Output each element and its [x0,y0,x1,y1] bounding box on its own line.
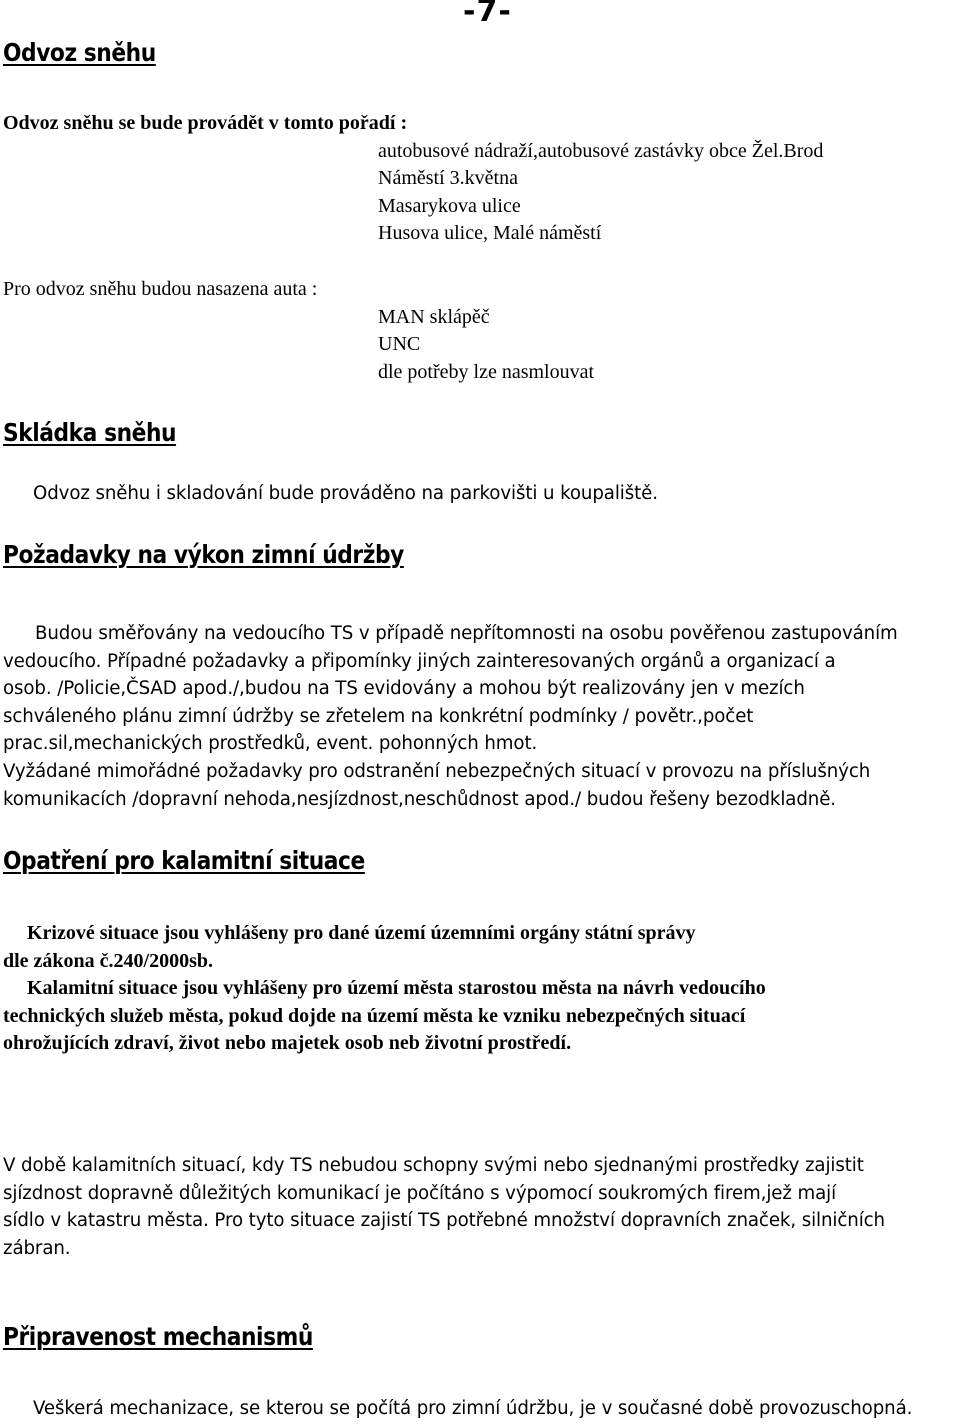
order-item: Náměstí 3.května [378,167,518,189]
paragraph-line: Krizové situace jsou vyhlášeny pro dané území územními orgány státní správy [27,922,696,944]
paragraph-line: V době kalamitních situací, kdy TS nebudou schopny svými nebo sjednanými prostředky zajistit [3,1155,864,1176]
heading-opatreni: Opatření pro kalamitní situace [3,846,365,875]
paragraph-line: prac.sil,mechanických prostředků, event. pohonných hmot. [3,733,538,755]
vehicles-label: Pro odvoz sněhu budou nasazena auta : [3,278,318,300]
paragraph-line: dle zákona č.240/2000sb. [3,949,214,972]
paragraph-line: sídlo v katastru města. Pro tyto situace zajistí TS potřebné množství dopravních značek, silničních [3,1210,885,1232]
paragraph-line: sjízdnost dopravně důležitých komunikací je počítáno s výpomocí soukromých firem,jež mají [3,1182,837,1204]
vehicle-item: MAN sklápěč [378,306,490,328]
paragraph-line: Kalamitní situace jsou vyhlášeny pro území města starostou města na návrh vedoucího [27,977,766,1000]
heading-skladka-snehu: Skládka sněhu [3,418,177,447]
paragraph-line: Budou směřovány na vedoucího TS v případě nepřítomnosti na osobu pověřenou zastupováním [35,623,898,644]
order-item: Masarykova ulice [378,195,521,217]
pripravenost-text: Veškerá mechanizace, se kterou se počítá pro zimní údržbu, je v současné době provozuschopná. [33,1398,913,1419]
paragraph-line: ohrožujících zdraví, život nebo majetek osob neb životní prostředí. [3,1032,572,1055]
order-item: autobusové nádraží,autobusové zastávky obce Žel.Brod [378,140,824,162]
paragraph-line: technických služeb města, pokud dojde na území města ke vzniku nebezpečných situací [3,1004,746,1027]
skladka-text: Odvoz sněhu i skladování bude prováděno na parkovišti u koupaliště. [33,483,658,504]
order-label: Odvoz sněhu se bude provádět v tomto pořadí : [3,112,408,134]
pozadavky-paragraph [3,620,953,813]
vehicle-item: dle potřeby lze nasmlouvat [378,361,595,383]
paragraph-line: vedoucího. Případné požadavky a připomínky jiných zainteresovaných orgánů a organizací a [3,650,836,672]
opatreni-bold-paragraph [3,920,953,1058]
paragraph-line: komunikacích /dopravní nehoda,nesjízdnost,neschůdnost apod./ budou řešeny bezodkladně. [3,788,836,810]
page-number: -7- [463,0,512,29]
heading-odvoz-snehu: Odvoz sněhu [3,38,156,67]
order-item: Husova ulice, Malé náměstí [378,222,602,244]
paragraph-line: Vyžádané mimořádné požadavky pro odstranění nebezpečných situací v provozu na příslušných [3,760,871,782]
opatreni-paragraph [3,1152,953,1262]
paragraph-line: osob. /Policie,ČSAD apod./,budou na TS evidovány a mohou být realizovány jen v mezích [3,678,805,700]
heading-pozadavky: Požadavky na výkon zimní údržby [3,540,404,569]
heading-pripravenost: Připravenost mechanismů [3,1322,313,1351]
paragraph-line: zábran. [3,1237,71,1259]
paragraph-line: schváleného plánu zimní údržby se zřetelem na konkrétní podmínky / povětr.,počet [3,705,754,727]
vehicle-item: UNC [378,333,421,355]
